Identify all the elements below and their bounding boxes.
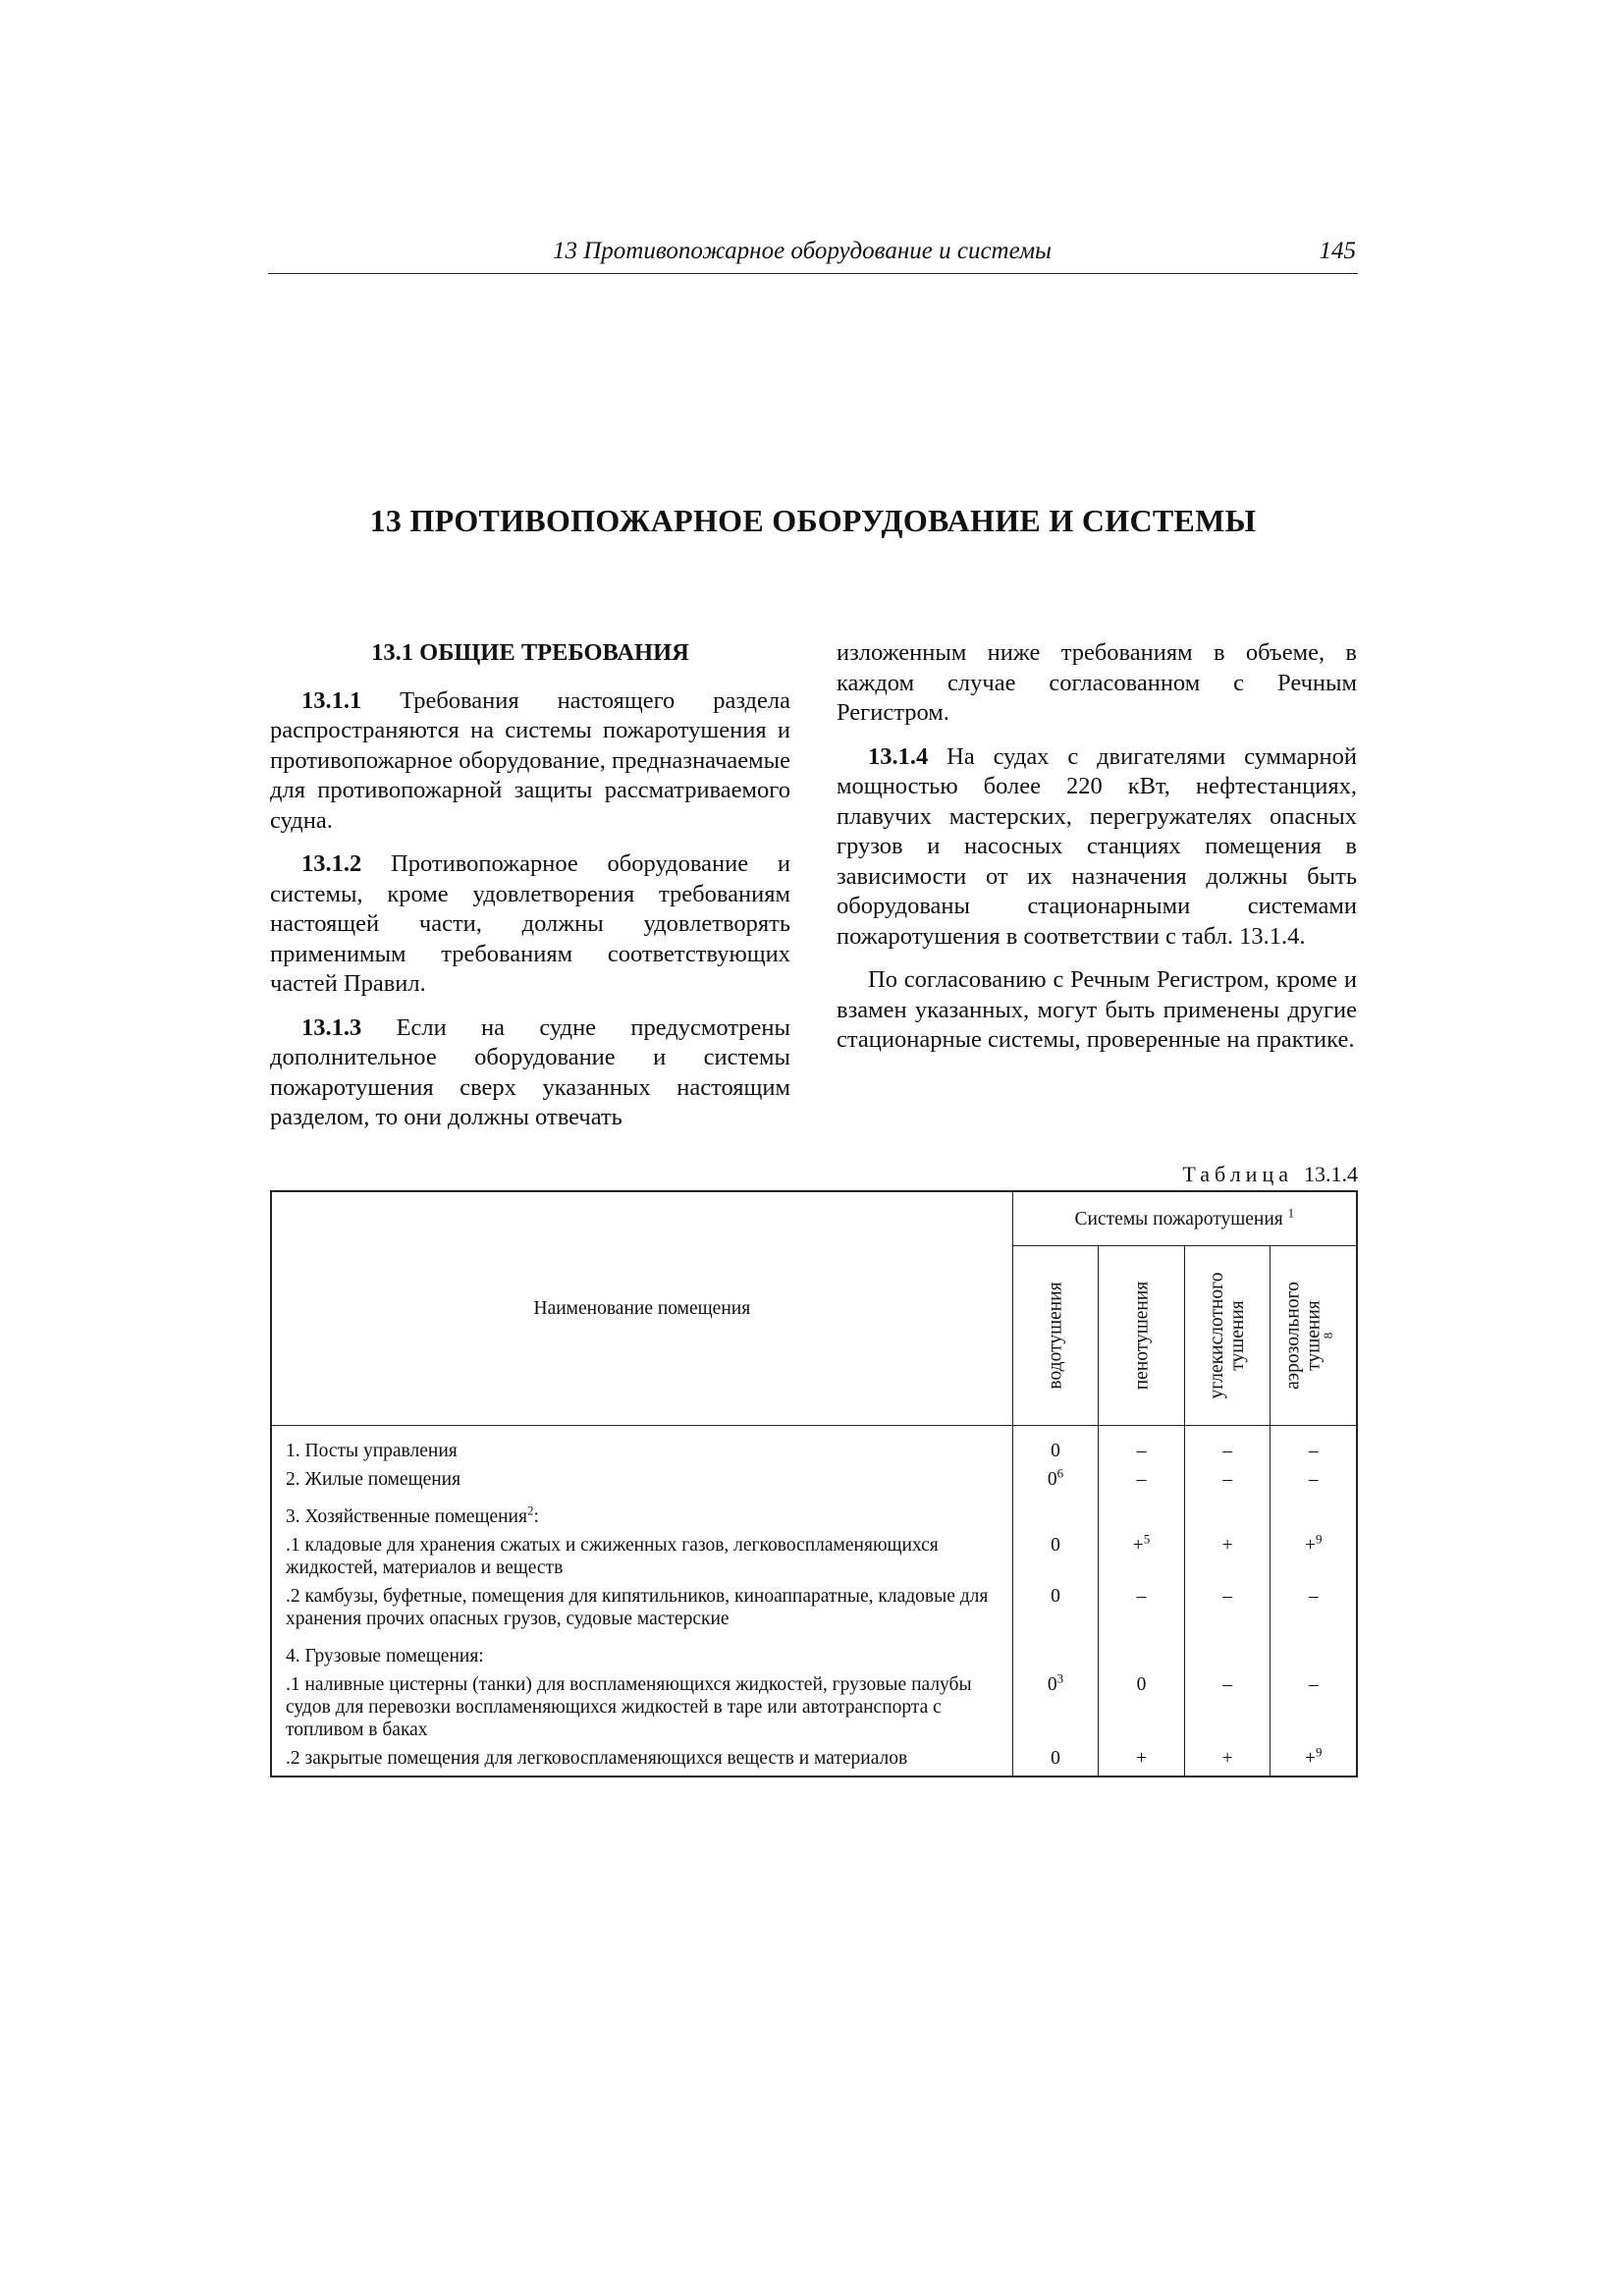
group-header-text: Системы пожаротушения bbox=[1074, 1208, 1283, 1230]
section-title: 13.1 ОБЩИЕ ТРЕБОВАНИЯ bbox=[371, 639, 689, 666]
system-cell bbox=[1271, 1633, 1357, 1670]
system-cell bbox=[1012, 1633, 1099, 1670]
system-cell bbox=[1271, 1426, 1357, 1466]
room-name-cell bbox=[271, 1494, 1012, 1531]
system-cell bbox=[1099, 1531, 1185, 1582]
room-name: 1. Посты управления bbox=[286, 1441, 458, 1461]
paragraph-text: Требования настоящего раздела распространяются на системы пожаротушения и противопожарное оборудование, предназначаемые для противопожарной защиты рассматриваемого судна. bbox=[270, 686, 791, 834]
system-value: 0 bbox=[1051, 1535, 1060, 1556]
system-cell bbox=[1012, 1744, 1099, 1777]
room-name: .1 наливные цистерны (танки) для воспламеняющихся жидкостей, грузовые палубы судов для перевозки воспламеняющихся жидкостей в таре или автотранспорта с топливом в баках bbox=[286, 1674, 972, 1740]
system-cell bbox=[1099, 1670, 1185, 1744]
room-name-cell bbox=[271, 1465, 1012, 1494]
system-value: – bbox=[1222, 1674, 1232, 1695]
table-row bbox=[271, 1465, 1357, 1494]
table-row bbox=[271, 1670, 1357, 1744]
right-column bbox=[837, 638, 1357, 1056]
paragraph-text: Противопожарное оборудование и системы, кроме удовлетворения требованиям настоящей части, должны удовлетворять применимым требованиям соответствующих частей Правил. bbox=[270, 850, 790, 997]
group-header-footnote: 1 bbox=[1287, 1205, 1295, 1220]
room-name: .2 закрытые помещения для легковоспламеняющихся веществ и материалов bbox=[286, 1748, 908, 1769]
footnote-mark: 2 bbox=[526, 1503, 534, 1518]
system-value: – bbox=[1308, 1586, 1319, 1607]
system-value: – bbox=[1308, 1469, 1319, 1490]
system-cell bbox=[1271, 1582, 1357, 1633]
column-header-text-2 bbox=[1303, 1282, 1344, 1390]
system-cell bbox=[1099, 1744, 1185, 1777]
system-cell bbox=[1271, 1531, 1357, 1582]
column-header-text: углекислотного bbox=[1207, 1272, 1228, 1399]
room-name-cell bbox=[271, 1426, 1012, 1466]
system-cell bbox=[1184, 1465, 1271, 1494]
table-row bbox=[271, 1744, 1357, 1777]
system-value: + bbox=[1136, 1748, 1148, 1769]
paragraph-number: 13.1.3 bbox=[301, 1013, 362, 1041]
system-cell bbox=[1012, 1494, 1099, 1531]
room-name-cell bbox=[271, 1744, 1012, 1777]
system-cell bbox=[1099, 1633, 1185, 1670]
room-name-cell bbox=[271, 1531, 1012, 1582]
system-value: + bbox=[1304, 1535, 1316, 1556]
system-cell bbox=[1184, 1494, 1271, 1531]
paragraph-agreement: По согласованию с Речным Регистром, кроме и взамен указанных, могут быть применены другие стационарные системы, проверенные на практике. bbox=[837, 966, 1357, 1053]
system-value: + bbox=[1132, 1535, 1144, 1556]
system-value: + bbox=[1221, 1535, 1233, 1556]
fire-systems-table bbox=[270, 1190, 1358, 1777]
column-header-room-name: Наименование помещения bbox=[271, 1191, 1012, 1426]
system-value: – bbox=[1136, 1441, 1147, 1461]
footnote-mark: 9 bbox=[1315, 1744, 1323, 1760]
paragraph-number: 13.1.1 bbox=[301, 686, 362, 714]
system-cell bbox=[1012, 1531, 1099, 1582]
system-cell bbox=[1184, 1531, 1271, 1582]
system-value: – bbox=[1222, 1441, 1232, 1461]
room-name-cell bbox=[271, 1633, 1012, 1670]
room-name-cell bbox=[271, 1582, 1012, 1633]
paragraph-13-1-3 bbox=[270, 1013, 790, 1133]
page-number: 145 bbox=[1319, 238, 1356, 264]
system-cell bbox=[1099, 1426, 1185, 1466]
paragraph-text: Если на судне предусмотрены дополнительное оборудование и системы пожаротушения сверх указанных настоящим разделом, то они должны отвечать bbox=[270, 1013, 790, 1130]
paragraph-number: 13.1.2 bbox=[301, 850, 362, 877]
system-cell bbox=[1012, 1670, 1099, 1744]
column-header-text: тушения bbox=[1303, 1300, 1325, 1371]
column-header-text: тушения bbox=[1227, 1300, 1249, 1371]
paragraph-number: 13.1.4 bbox=[868, 742, 929, 770]
column-header-water bbox=[1012, 1246, 1099, 1426]
system-cell bbox=[1012, 1465, 1099, 1494]
room-name: 2. Жилые помещения bbox=[286, 1469, 461, 1490]
system-cell bbox=[1184, 1582, 1271, 1633]
column-header-text: аэрозольного bbox=[1282, 1282, 1304, 1390]
column-header-text: водотушения bbox=[1045, 1282, 1066, 1390]
room-name-cell bbox=[271, 1670, 1012, 1744]
room-name: .1 кладовые для хранения сжатых и сжиженных газов, легковоспламеняющихся жидкостей, материалов и веществ bbox=[286, 1535, 939, 1578]
table-caption-word: Таблица bbox=[1182, 1162, 1293, 1186]
table-row bbox=[271, 1426, 1357, 1466]
system-value: + bbox=[1221, 1748, 1233, 1769]
system-value: + bbox=[1304, 1748, 1316, 1769]
paragraph-13-1-2 bbox=[270, 849, 790, 1000]
running-header bbox=[268, 236, 1358, 274]
system-cell bbox=[1184, 1633, 1271, 1670]
system-value: 0 bbox=[1051, 1441, 1060, 1461]
system-value: – bbox=[1222, 1586, 1232, 1607]
system-cell bbox=[1184, 1670, 1271, 1744]
system-value: 0 bbox=[1051, 1586, 1060, 1607]
left-column bbox=[270, 638, 790, 1133]
system-cell bbox=[1184, 1426, 1271, 1466]
column-group-header bbox=[1012, 1191, 1357, 1246]
column-header-foam bbox=[1099, 1246, 1185, 1426]
table-row bbox=[271, 1531, 1357, 1582]
paragraph-text: На судах с двигателями суммарной мощностью более 220 кВт, нефтестанциях, плавучих мастерских, перегружателях опасных грузов и насосных станциях помещения в зависимости от их назначения должны быть оборудованы стационарными системами пожаротушения в соответствии с табл. 13.1.4. bbox=[837, 742, 1357, 950]
footnote-mark: 3 bbox=[1056, 1670, 1064, 1686]
system-value: 0 bbox=[1047, 1469, 1057, 1490]
table-row bbox=[271, 1582, 1357, 1633]
paragraph-13-1-1 bbox=[270, 686, 790, 837]
chapter-title: 13 ПРОТИВОПОЖАРНОЕ ОБОРУДОВАНИЕ И СИСТЕМЫ bbox=[369, 503, 1257, 538]
footnote-mark: 5 bbox=[1143, 1531, 1151, 1547]
room-name: 4. Грузовые помещения: bbox=[286, 1646, 484, 1667]
column-header-co2 bbox=[1184, 1246, 1271, 1426]
table-caption-number: 13.1.4 bbox=[1304, 1162, 1358, 1186]
table-caption bbox=[982, 1162, 1358, 1187]
system-cell bbox=[1099, 1494, 1185, 1531]
system-value: – bbox=[1308, 1441, 1319, 1461]
system-value: 0 bbox=[1136, 1674, 1147, 1695]
system-value: – bbox=[1136, 1586, 1147, 1607]
system-cell bbox=[1012, 1426, 1099, 1466]
paragraph-13-1-4 bbox=[837, 742, 1357, 953]
footnote-mark: 9 bbox=[1315, 1531, 1323, 1547]
room-name: .2 камбузы, буфетные, помещения для кипятильников, киноаппаратные, кладовые для хранения прочих опасных грузов, судовые мастерские bbox=[286, 1586, 989, 1629]
system-value: – bbox=[1136, 1469, 1147, 1490]
system-cell bbox=[1271, 1494, 1357, 1531]
system-cell bbox=[1271, 1465, 1357, 1494]
system-value: – bbox=[1222, 1469, 1232, 1490]
table-row bbox=[271, 1633, 1357, 1670]
column-header-footnote: 8 bbox=[1320, 1332, 1335, 1339]
paragraph-13-1-3-continued: изложенным ниже требованиям в объеме, в каждом случае согласованном с Речным Регистром. bbox=[837, 639, 1357, 726]
system-cell bbox=[1271, 1744, 1357, 1777]
system-value: – bbox=[1308, 1674, 1319, 1695]
system-value: 0 bbox=[1047, 1674, 1057, 1695]
system-value: 0 bbox=[1051, 1748, 1060, 1769]
system-cell bbox=[1012, 1582, 1099, 1633]
running-title: 13 Противопожарное оборудование и системы bbox=[553, 238, 1052, 264]
footnote-mark: 6 bbox=[1056, 1465, 1064, 1481]
column-header-aerosol bbox=[1271, 1246, 1357, 1426]
system-cell bbox=[1099, 1465, 1185, 1494]
room-name-suffix: : bbox=[533, 1506, 539, 1527]
table-body bbox=[271, 1426, 1357, 1777]
table-row bbox=[271, 1494, 1357, 1531]
system-cell bbox=[1271, 1670, 1357, 1744]
system-cell bbox=[1099, 1582, 1185, 1633]
system-cell bbox=[1184, 1744, 1271, 1777]
room-name: 3. Хозяйственные помещения bbox=[286, 1506, 527, 1527]
column-header-text: пенотушения bbox=[1131, 1281, 1153, 1391]
